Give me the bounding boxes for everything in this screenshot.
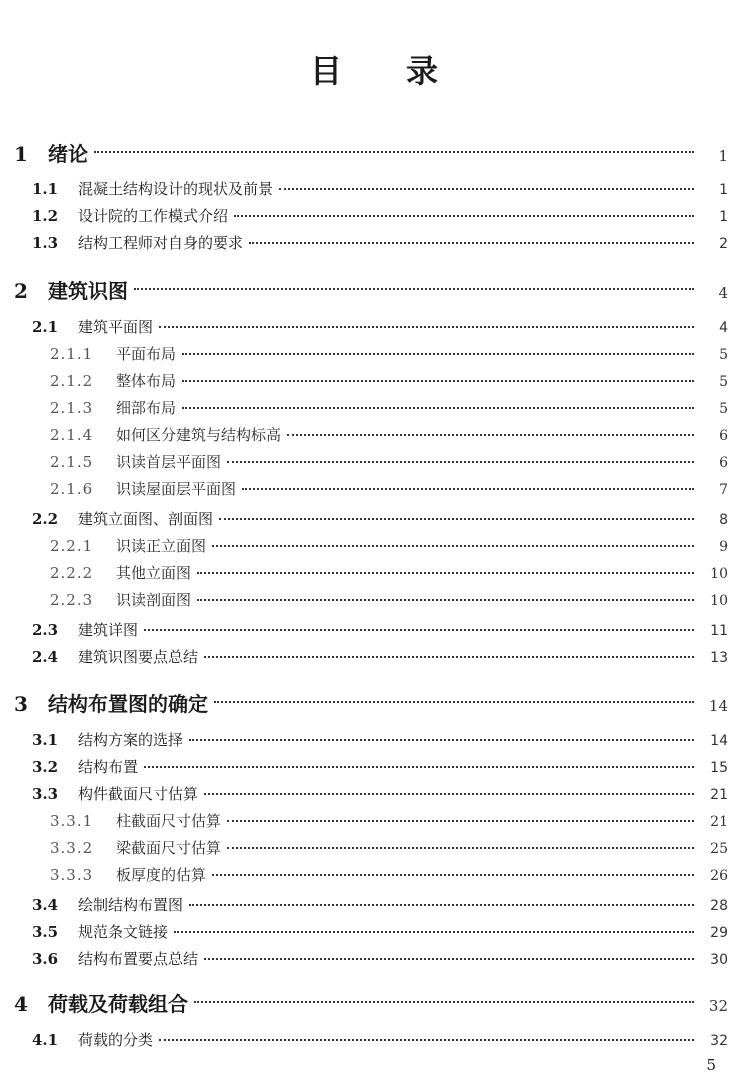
dot-leader bbox=[227, 820, 694, 822]
toc-entry-number: 2.1.4 bbox=[50, 426, 94, 444]
toc-entry-title: 结构方案的选择 bbox=[78, 731, 184, 749]
dot-leader bbox=[204, 958, 694, 960]
toc-entry-number: 2.1.1 bbox=[50, 345, 94, 363]
dot-leader bbox=[189, 904, 694, 906]
toc-entry-number: 3.3.2 bbox=[50, 839, 94, 857]
dot-leader bbox=[227, 847, 694, 849]
toc-entry-number: 3.4 bbox=[32, 896, 59, 914]
toc-entry-page: 9 bbox=[719, 539, 728, 555]
page-title-right: 录 bbox=[406, 52, 441, 90]
toc-entry-level-3[interactable] bbox=[0, 424, 750, 446]
toc-entry-title: 构件截面尺寸估算 bbox=[78, 785, 199, 803]
toc-entry-page: 30 bbox=[710, 952, 728, 968]
toc-entry-level-1[interactable] bbox=[0, 988, 750, 1016]
dot-leader bbox=[212, 545, 694, 547]
toc-entry-number: 2.1.3 bbox=[50, 399, 94, 417]
toc-entry-title: 建筑平面图 bbox=[78, 318, 154, 336]
toc-entry-title: 设计院的工作模式介绍 bbox=[78, 207, 229, 225]
toc-entry-title: 建筑立面图、剖面图 bbox=[78, 510, 214, 528]
toc-entry-page: 1 bbox=[718, 147, 728, 165]
toc-entry-page: 6 bbox=[719, 428, 728, 444]
dot-leader bbox=[279, 188, 694, 190]
toc-entry-level-1[interactable] bbox=[0, 138, 750, 166]
toc-entry-page: 1 bbox=[719, 209, 728, 225]
toc-entry-number: 2.4 bbox=[32, 648, 59, 666]
toc-entry-title: 识读屋面层平面图 bbox=[116, 480, 237, 498]
dot-leader bbox=[182, 353, 694, 355]
toc-entry-title: 识读首层平面图 bbox=[116, 453, 222, 471]
toc-entry-level-3[interactable] bbox=[0, 370, 750, 392]
toc-entry-number: 2.2.3 bbox=[50, 591, 94, 609]
toc-entry-level-1[interactable] bbox=[0, 275, 750, 303]
toc-entry-title: 建筑详图 bbox=[78, 621, 139, 639]
toc-entry-page: 4 bbox=[718, 284, 728, 302]
toc-entry-page: 29 bbox=[710, 925, 728, 941]
toc-entry-level-2[interactable] bbox=[0, 921, 750, 943]
toc-entry-title: 绪论 bbox=[48, 142, 88, 166]
dot-leader bbox=[197, 599, 694, 601]
dot-leader bbox=[249, 242, 694, 244]
toc-entry-number: 2 bbox=[14, 279, 28, 303]
dot-leader bbox=[212, 874, 694, 876]
toc-entry-number: 4.1 bbox=[32, 1031, 59, 1049]
toc-entry-title: 荷载及荷载组合 bbox=[48, 992, 188, 1016]
toc-entry-page: 11 bbox=[710, 623, 728, 639]
toc-entry-title: 混凝土结构设计的现状及前景 bbox=[78, 180, 274, 198]
toc-entry-page: 7 bbox=[719, 482, 728, 498]
toc-entry-page: 5 bbox=[719, 347, 728, 363]
page-number: 5 bbox=[706, 1056, 716, 1074]
dot-leader bbox=[159, 1039, 694, 1041]
toc-entry-level-2[interactable] bbox=[0, 646, 750, 668]
toc-entry-level-3[interactable] bbox=[0, 589, 750, 611]
toc-entry-page: 32 bbox=[708, 997, 728, 1015]
dot-leader bbox=[234, 215, 694, 217]
toc-entry-level-3[interactable] bbox=[0, 451, 750, 473]
toc-entry-number: 3.3.1 bbox=[50, 812, 94, 830]
toc-entry-page: 32 bbox=[710, 1033, 728, 1049]
toc-entry-number: 3.3 bbox=[32, 785, 59, 803]
toc-entry-level-2[interactable] bbox=[0, 316, 750, 338]
toc-entry-number: 1.1 bbox=[32, 180, 59, 198]
page-title bbox=[0, 46, 750, 92]
toc-entry-page: 15 bbox=[710, 760, 728, 776]
toc-entry-title: 柱截面尺寸估算 bbox=[116, 812, 222, 830]
toc-entry-level-2[interactable] bbox=[0, 232, 750, 254]
toc-entry-level-3[interactable] bbox=[0, 810, 750, 832]
toc-entry-level-2[interactable] bbox=[0, 619, 750, 641]
dot-leader bbox=[174, 931, 694, 933]
toc-entry-title: 其他立面图 bbox=[116, 564, 192, 582]
toc-entry-number: 3.2 bbox=[32, 758, 59, 776]
toc-entry-page: 5 bbox=[719, 374, 728, 390]
toc-entry-title: 如何区分建筑与结构标高 bbox=[116, 426, 282, 444]
toc-entry-page: 4 bbox=[719, 320, 728, 336]
toc-entry-title: 整体布局 bbox=[116, 372, 177, 390]
toc-entry-title: 识读正立面图 bbox=[116, 537, 207, 555]
dot-leader bbox=[204, 793, 694, 795]
toc-entry-number: 4 bbox=[14, 992, 28, 1016]
toc-entry-page: 28 bbox=[710, 898, 728, 914]
toc-entry-page: 2 bbox=[719, 236, 728, 252]
dot-leader bbox=[182, 380, 694, 382]
dot-leader bbox=[227, 461, 694, 463]
toc-entry-number: 2.1.5 bbox=[50, 453, 94, 471]
toc-entry-title: 建筑识图要点总结 bbox=[78, 648, 199, 666]
toc-entry-page: 25 bbox=[710, 841, 728, 857]
toc-entry-level-3[interactable] bbox=[0, 397, 750, 419]
toc-entry-number: 2.1.2 bbox=[50, 372, 94, 390]
toc-entry-number: 2.2.2 bbox=[50, 564, 94, 582]
toc-entry-title: 绘制结构布置图 bbox=[78, 896, 184, 914]
toc-entry-page: 5 bbox=[719, 401, 728, 417]
dot-leader bbox=[204, 656, 694, 658]
dot-leader bbox=[194, 1001, 694, 1003]
toc-entry-number: 1 bbox=[14, 142, 28, 166]
toc-entry-number: 3 bbox=[14, 692, 28, 716]
toc-entry-title: 板厚度的估算 bbox=[116, 866, 207, 884]
dot-leader bbox=[242, 488, 694, 490]
toc-entry-page: 21 bbox=[710, 814, 728, 830]
toc-entry-title: 平面布局 bbox=[116, 345, 177, 363]
toc-entry-number: 2.2.1 bbox=[50, 537, 94, 555]
toc-entry-level-2[interactable] bbox=[0, 894, 750, 916]
toc-entry-level-2[interactable] bbox=[0, 783, 750, 805]
toc-entry-title: 梁截面尺寸估算 bbox=[116, 839, 222, 857]
toc-entry-number: 3.1 bbox=[32, 731, 59, 749]
toc-entry-title: 荷载的分类 bbox=[78, 1031, 154, 1049]
toc-entry-title: 结构布置图的确定 bbox=[48, 692, 208, 716]
dot-leader bbox=[134, 288, 694, 290]
toc-entry-title: 识读剖面图 bbox=[116, 591, 192, 609]
toc-entry-level-3[interactable] bbox=[0, 535, 750, 557]
toc-entry-level-2[interactable] bbox=[0, 205, 750, 227]
toc-entry-level-2[interactable] bbox=[0, 1029, 750, 1051]
dot-leader bbox=[197, 572, 694, 574]
toc-entry-page: 10 bbox=[710, 566, 728, 582]
dot-leader bbox=[219, 518, 694, 520]
toc-entry-number: 2.1.6 bbox=[50, 480, 94, 498]
toc-entry-number: 2.2 bbox=[32, 510, 59, 528]
toc-entry-level-3[interactable] bbox=[0, 562, 750, 584]
toc-entry-title: 结构工程师对自身的要求 bbox=[78, 234, 244, 252]
toc-entry-page: 10 bbox=[710, 593, 728, 609]
toc-entry-page: 14 bbox=[710, 733, 728, 749]
toc-entry-number: 3.5 bbox=[32, 923, 59, 941]
toc-entry-title: 建筑识图 bbox=[48, 279, 128, 303]
toc-entry-number: 1.3 bbox=[32, 234, 59, 252]
toc-entry-level-2[interactable] bbox=[0, 178, 750, 200]
dot-leader bbox=[287, 434, 694, 436]
toc-entry-page: 8 bbox=[719, 512, 728, 528]
toc-entry-number: 3.6 bbox=[32, 950, 59, 968]
toc-entry-page: 26 bbox=[710, 868, 728, 884]
toc-entry-page: 6 bbox=[719, 455, 728, 471]
toc-entry-title: 结构布置要点总结 bbox=[78, 950, 199, 968]
toc-entry-page: 14 bbox=[708, 697, 728, 715]
toc-entry-level-2[interactable] bbox=[0, 729, 750, 751]
dot-leader bbox=[159, 326, 694, 328]
dot-leader bbox=[182, 407, 694, 409]
toc-entry-number: 3.3.3 bbox=[50, 866, 94, 884]
dot-leader bbox=[214, 701, 694, 703]
toc-entry-number: 1.2 bbox=[32, 207, 59, 225]
toc-entry-level-1[interactable] bbox=[0, 688, 750, 716]
dot-leader bbox=[189, 739, 694, 741]
dot-leader bbox=[144, 766, 694, 768]
toc-entry-level-3[interactable] bbox=[0, 478, 750, 500]
dot-leader bbox=[94, 151, 694, 153]
toc-entry-title: 细部布局 bbox=[116, 399, 177, 417]
toc-entry-number: 2.1 bbox=[32, 318, 59, 336]
toc-entry-title: 结构布置 bbox=[78, 758, 139, 776]
toc-entry-level-2[interactable] bbox=[0, 756, 750, 778]
toc-entry-level-3[interactable] bbox=[0, 864, 750, 886]
toc-entry-title: 规范条文链接 bbox=[78, 923, 169, 941]
toc-entry-page: 13 bbox=[710, 650, 728, 666]
toc-entry-level-3[interactable] bbox=[0, 837, 750, 859]
toc-entry-number: 2.3 bbox=[32, 621, 59, 639]
page-title-left: 目 bbox=[309, 52, 344, 90]
toc-entry-page: 21 bbox=[710, 787, 728, 803]
toc-entry-level-2[interactable] bbox=[0, 948, 750, 970]
toc-entry-level-2[interactable] bbox=[0, 508, 750, 530]
dot-leader bbox=[144, 629, 694, 631]
toc-entry-level-3[interactable] bbox=[0, 343, 750, 365]
toc-entry-page: 1 bbox=[719, 182, 728, 198]
